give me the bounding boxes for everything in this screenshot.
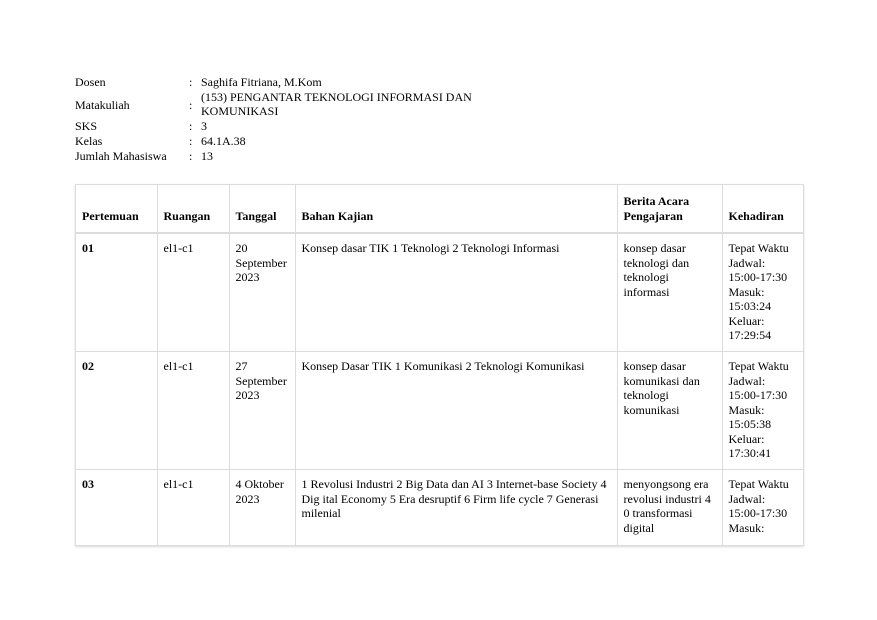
matakuliah-value: (153) PENGANTAR TEKNOLOGI INFORMASI DAN KOMUNIKASI xyxy=(201,90,472,118)
kelas-label: Kelas xyxy=(75,134,103,148)
cell-kehadiran xyxy=(722,470,803,547)
kehadiran-jadwal-value: 15:00-17:30 xyxy=(728,506,788,520)
info-row-dosen xyxy=(75,75,501,90)
kehadiran-masuk-value: 15:05:38 xyxy=(728,417,772,431)
cell-ruangan: el1-c1 xyxy=(157,233,229,352)
cell-kehadiran xyxy=(722,352,803,470)
kehadiran-masuk-label: Masuk: xyxy=(728,284,765,299)
kehadiran-keluar-label: Keluar: xyxy=(728,313,765,328)
table-row xyxy=(76,352,803,470)
table-row xyxy=(76,233,803,352)
cell-berita-acara: menyongsong era revolusi industri 4 0 transformasi digital xyxy=(617,470,722,547)
kehadiran-keluar-label: Keluar: xyxy=(728,431,765,446)
kehadiran-masuk-label: Masuk: xyxy=(728,520,765,535)
attendance-table xyxy=(76,185,803,546)
header-tanggal: Tanggal xyxy=(229,185,295,233)
sks-label: SKS xyxy=(75,119,98,133)
separator: : xyxy=(189,134,193,148)
kehadiran-masuk-label: Masuk: xyxy=(728,402,765,417)
table-row xyxy=(76,470,803,547)
kehadiran-status: Tepat Waktu xyxy=(728,241,789,255)
cell-bahan-kajian: Konsep dasar TIK 1 Teknologi 2 Teknologi Informasi xyxy=(295,233,617,352)
header-berita-acara: Berita Acara Pengajaran xyxy=(617,185,722,233)
separator: : xyxy=(189,98,193,112)
header-kehadiran: Kehadiran xyxy=(722,185,803,233)
cell-ruangan: el1-c1 xyxy=(157,352,229,470)
separator: : xyxy=(189,119,193,133)
attendance-table-container xyxy=(75,184,804,546)
kehadiran-jadwal-label: Jadwal: xyxy=(728,491,766,506)
kehadiran-keluar-value: 17:29:54 xyxy=(728,328,772,342)
info-row-sks xyxy=(75,119,501,134)
kehadiran-jadwal-label: Jadwal: xyxy=(728,373,766,388)
cell-berita-acara: konsep dasar teknologi dan teknologi informasi xyxy=(617,233,722,352)
jumlah-value: 13 xyxy=(201,149,213,163)
cell-tanggal: 4 Oktober 2023 xyxy=(229,470,295,547)
separator: : xyxy=(189,75,193,89)
kehadiran-status: Tepat Waktu xyxy=(728,359,789,373)
course-info xyxy=(75,75,501,163)
cell-pertemuan: 03 xyxy=(76,470,157,547)
kelas-value: 64.1A.38 xyxy=(201,134,246,148)
cell-bahan-kajian: Konsep Dasar TIK 1 Komunikasi 2 Teknologi Komunikasi xyxy=(295,352,617,470)
jumlah-label: Jumlah Mahasiswa xyxy=(75,149,167,163)
sks-value: 3 xyxy=(201,119,207,133)
kehadiran-keluar-value: 17:30:41 xyxy=(728,446,772,460)
table-header-row xyxy=(76,185,803,233)
kehadiran-jadwal-label: Jadwal: xyxy=(728,255,766,270)
cell-ruangan: el1-c1 xyxy=(157,470,229,547)
cell-pertemuan: 02 xyxy=(76,352,157,470)
kehadiran-status: Tepat Waktu xyxy=(728,477,789,491)
cell-bahan-kajian: 1 Revolusi Industri 2 Big Data dan AI 3 Internet-base Society 4 Dig ital Economy 5 Era desruptif 6 Firm life cycle 7 Generasi milenial xyxy=(295,470,617,547)
cell-pertemuan: 01 xyxy=(76,233,157,352)
kehadiran-jadwal-value: 15:00-17:30 xyxy=(728,270,788,284)
info-row-jumlah xyxy=(75,149,501,163)
cell-berita-acara: konsep dasar komunikasi dan teknologi komunikasi xyxy=(617,352,722,470)
header-pertemuan: Pertemuan xyxy=(76,185,157,233)
header-bahan-kajian: Bahan Kajian xyxy=(295,185,617,233)
header-ruangan: Ruangan xyxy=(157,185,229,233)
info-row-matakuliah xyxy=(75,90,501,119)
dosen-value: Saghifa Fitriana, M.Kom xyxy=(201,75,322,89)
separator: : xyxy=(189,149,193,163)
matakuliah-label: Matakuliah xyxy=(75,98,130,112)
dosen-label: Dosen xyxy=(75,75,106,89)
kehadiran-masuk-value: 15:03:24 xyxy=(728,299,772,313)
info-row-kelas xyxy=(75,134,501,149)
kehadiran-jadwal-value: 15:00-17:30 xyxy=(728,388,788,402)
cell-tanggal: 20 September 2023 xyxy=(229,233,295,352)
cell-tanggal: 27 September 2023 xyxy=(229,352,295,470)
cell-kehadiran xyxy=(722,233,803,352)
